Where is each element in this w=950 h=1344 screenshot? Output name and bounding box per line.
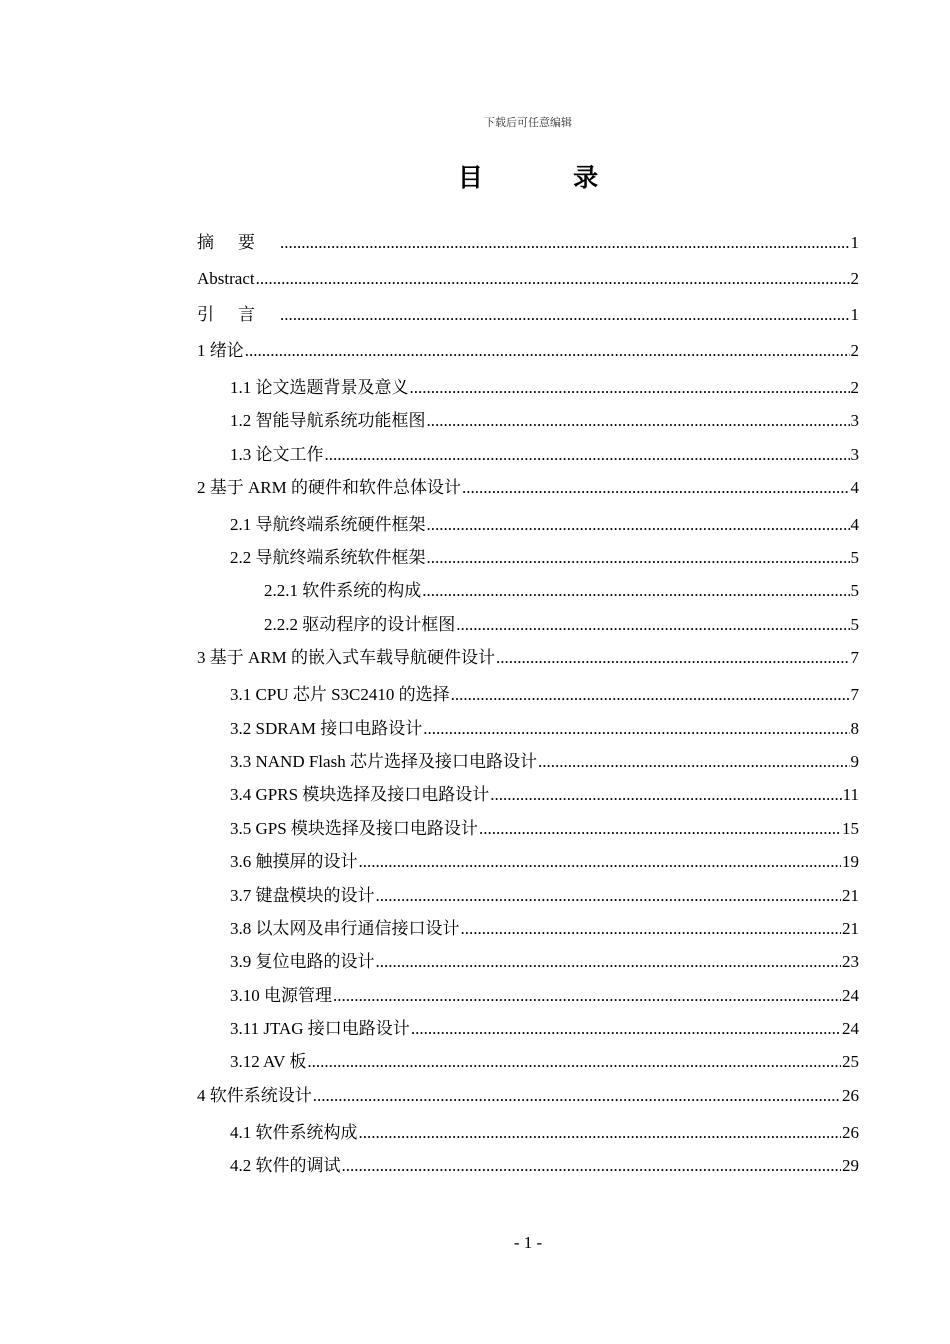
- toc-entry-title: 1 绪论: [197, 341, 244, 360]
- dot-leader: [427, 548, 850, 568]
- dot-leader: [313, 1086, 841, 1106]
- toc-entry-title: 3.12 AV 板: [230, 1052, 307, 1071]
- toc-entry-title: 4 软件系统设计: [197, 1086, 312, 1105]
- toc-page-number: 1: [850, 233, 859, 252]
- dot-leader: [411, 1019, 841, 1039]
- toc-entry-title: 3 基于 ARM 的嵌入式车载导航硬件设计: [197, 648, 495, 667]
- toc-entry[interactable]: [197, 581, 859, 601]
- toc-page-number: 5: [850, 581, 859, 600]
- dot-leader: [376, 952, 842, 972]
- toc-entry[interactable]: [197, 685, 859, 705]
- toc-entry-title: 3.6 触摸屏的设计: [230, 852, 358, 871]
- toc-page-number: 8: [850, 719, 859, 738]
- toc-entry-title: 2.2.2 驱动程序的设计框图: [264, 615, 456, 634]
- toc-entry-title: 3.4 GPRS 模块选择及接口电路设计: [230, 785, 490, 804]
- toc-entry[interactable]: [197, 719, 859, 739]
- toc-entry-title: 3.10 电源管理: [230, 986, 332, 1005]
- toc-entry[interactable]: [197, 752, 859, 772]
- toc-entry-title: 3.7 键盘模块的设计: [230, 886, 375, 905]
- dot-leader: [462, 478, 850, 498]
- dot-leader: [280, 233, 850, 253]
- toc-entry-title: 引言: [197, 305, 279, 324]
- toc-entry[interactable]: [197, 548, 859, 568]
- toc-entry-title: 2.2 导航终端系统软件框架: [230, 548, 426, 567]
- dot-leader: [490, 785, 841, 805]
- dot-leader: [427, 515, 850, 535]
- toc-entry-title: 2.1 导航终端系统硬件框架: [230, 515, 426, 534]
- dot-leader: [427, 411, 850, 431]
- dot-leader: [461, 919, 842, 939]
- page-number-footer: - 1 -: [513, 1233, 543, 1252]
- toc-page-number: 23: [842, 952, 859, 971]
- toc-entry[interactable]: [197, 341, 859, 361]
- dot-leader: [280, 305, 850, 325]
- toc-page-number: 3: [850, 445, 859, 464]
- toc-page-number: 3: [850, 411, 859, 430]
- dot-leader: [359, 1123, 842, 1143]
- toc-page-number: 7: [850, 648, 859, 667]
- toc-page-number: 26: [842, 1086, 859, 1105]
- toc-entry-title: 4.2 软件的调试: [230, 1156, 341, 1175]
- toc-entry[interactable]: [197, 378, 859, 398]
- toc-page-number: 4: [850, 515, 859, 534]
- toc-entry-title: 3.2 SDRAM 接口电路设计: [230, 719, 423, 738]
- toc-page-number: 5: [850, 615, 859, 634]
- toc-entry[interactable]: [197, 1123, 859, 1143]
- dot-leader: [496, 648, 850, 668]
- toc-page-number: 2: [850, 341, 859, 360]
- dot-leader: [456, 615, 849, 635]
- dot-leader: [376, 886, 842, 906]
- dot-leader: [342, 1156, 842, 1176]
- toc-entry-title: 1.2 智能导航系统功能框图: [230, 411, 426, 430]
- toc-entry-title: Abstract: [197, 269, 255, 288]
- toc-entry[interactable]: [197, 1086, 859, 1106]
- toc-entry[interactable]: [197, 919, 859, 939]
- toc-entry[interactable]: [197, 411, 859, 431]
- toc-page-number: 21: [842, 886, 859, 905]
- toc-page-number: 5: [850, 548, 859, 567]
- toc-page-number: 2: [850, 269, 859, 288]
- dot-leader: [307, 1052, 841, 1072]
- toc-entry[interactable]: [197, 1052, 859, 1072]
- dot-leader: [245, 341, 850, 361]
- toc-entry-title: 3.11 JTAG 接口电路设计: [230, 1019, 410, 1038]
- dot-leader: [451, 685, 850, 705]
- toc-entry[interactable]: [197, 269, 859, 289]
- toc-entry[interactable]: [197, 952, 859, 972]
- toc-page-number: 19: [842, 852, 859, 871]
- toc-entry-title: 1.3 论文工作: [230, 445, 324, 464]
- toc-entry[interactable]: [197, 615, 859, 635]
- toc-entry[interactable]: [197, 233, 859, 253]
- toc-entry[interactable]: [197, 445, 859, 465]
- toc-entry[interactable]: [197, 852, 859, 872]
- dot-leader: [410, 378, 850, 398]
- toc-entry-title: 2 基于 ARM 的硬件和软件总体设计: [197, 478, 461, 497]
- toc-page-number: 25: [842, 1052, 859, 1071]
- toc-entry[interactable]: [197, 986, 859, 1006]
- toc-page-number: 15: [842, 819, 859, 838]
- dot-leader: [538, 752, 850, 772]
- dot-leader: [325, 445, 850, 465]
- dot-leader: [359, 852, 842, 872]
- toc-page-number: 24: [842, 1019, 859, 1038]
- toc-entry-title: 4.1 软件系统构成: [230, 1123, 358, 1142]
- toc-entry-title: 摘要: [197, 233, 279, 252]
- toc-entry-title: 3.3 NAND Flash 芯片选择及接口电路设计: [230, 752, 537, 771]
- toc-page-number: 29: [842, 1156, 859, 1175]
- toc-entry[interactable]: [197, 886, 859, 906]
- dot-leader: [422, 581, 849, 601]
- toc-entry[interactable]: [197, 305, 859, 325]
- dot-leader: [423, 719, 849, 739]
- toc-entry[interactable]: [197, 785, 859, 805]
- toc-entry-title: 3.9 复位电路的设计: [230, 952, 375, 971]
- toc-entry-title: 3.1 CPU 芯片 S3C2410 的选择: [230, 685, 450, 704]
- toc-page-number: 21: [842, 919, 859, 938]
- toc-entry-title: 1.1 论文选题背景及意义: [230, 378, 409, 397]
- toc-entry-title: 3.5 GPS 模块选择及接口电路设计: [230, 819, 478, 838]
- toc-entry-title: 3.8 以太网及串行通信接口设计: [230, 919, 460, 938]
- toc-page-number: 26: [842, 1123, 859, 1142]
- header-note: 下载后可任意编辑: [484, 117, 572, 129]
- toc-page-number: 9: [850, 752, 859, 771]
- toc-page-number: 2: [850, 378, 859, 397]
- dot-leader: [333, 986, 841, 1006]
- dot-leader: [256, 269, 850, 289]
- toc-entry[interactable]: [197, 648, 859, 668]
- toc-page-number: 1: [850, 305, 859, 324]
- toc-entry[interactable]: [197, 515, 859, 535]
- toc-entry-title: 2.2.1 软件系统的构成: [264, 581, 422, 600]
- toc-entry[interactable]: [197, 478, 859, 498]
- toc-page-number: 24: [842, 986, 859, 1005]
- toc-page-number: 11: [842, 785, 859, 804]
- toc-page-number: 7: [850, 685, 859, 704]
- toc-entry[interactable]: [197, 1019, 859, 1039]
- toc-entry[interactable]: [197, 1156, 859, 1176]
- toc-entry[interactable]: [197, 819, 859, 839]
- toc-page-number: 4: [850, 478, 859, 497]
- page-title: 目 录: [457, 165, 641, 192]
- dot-leader: [479, 819, 841, 839]
